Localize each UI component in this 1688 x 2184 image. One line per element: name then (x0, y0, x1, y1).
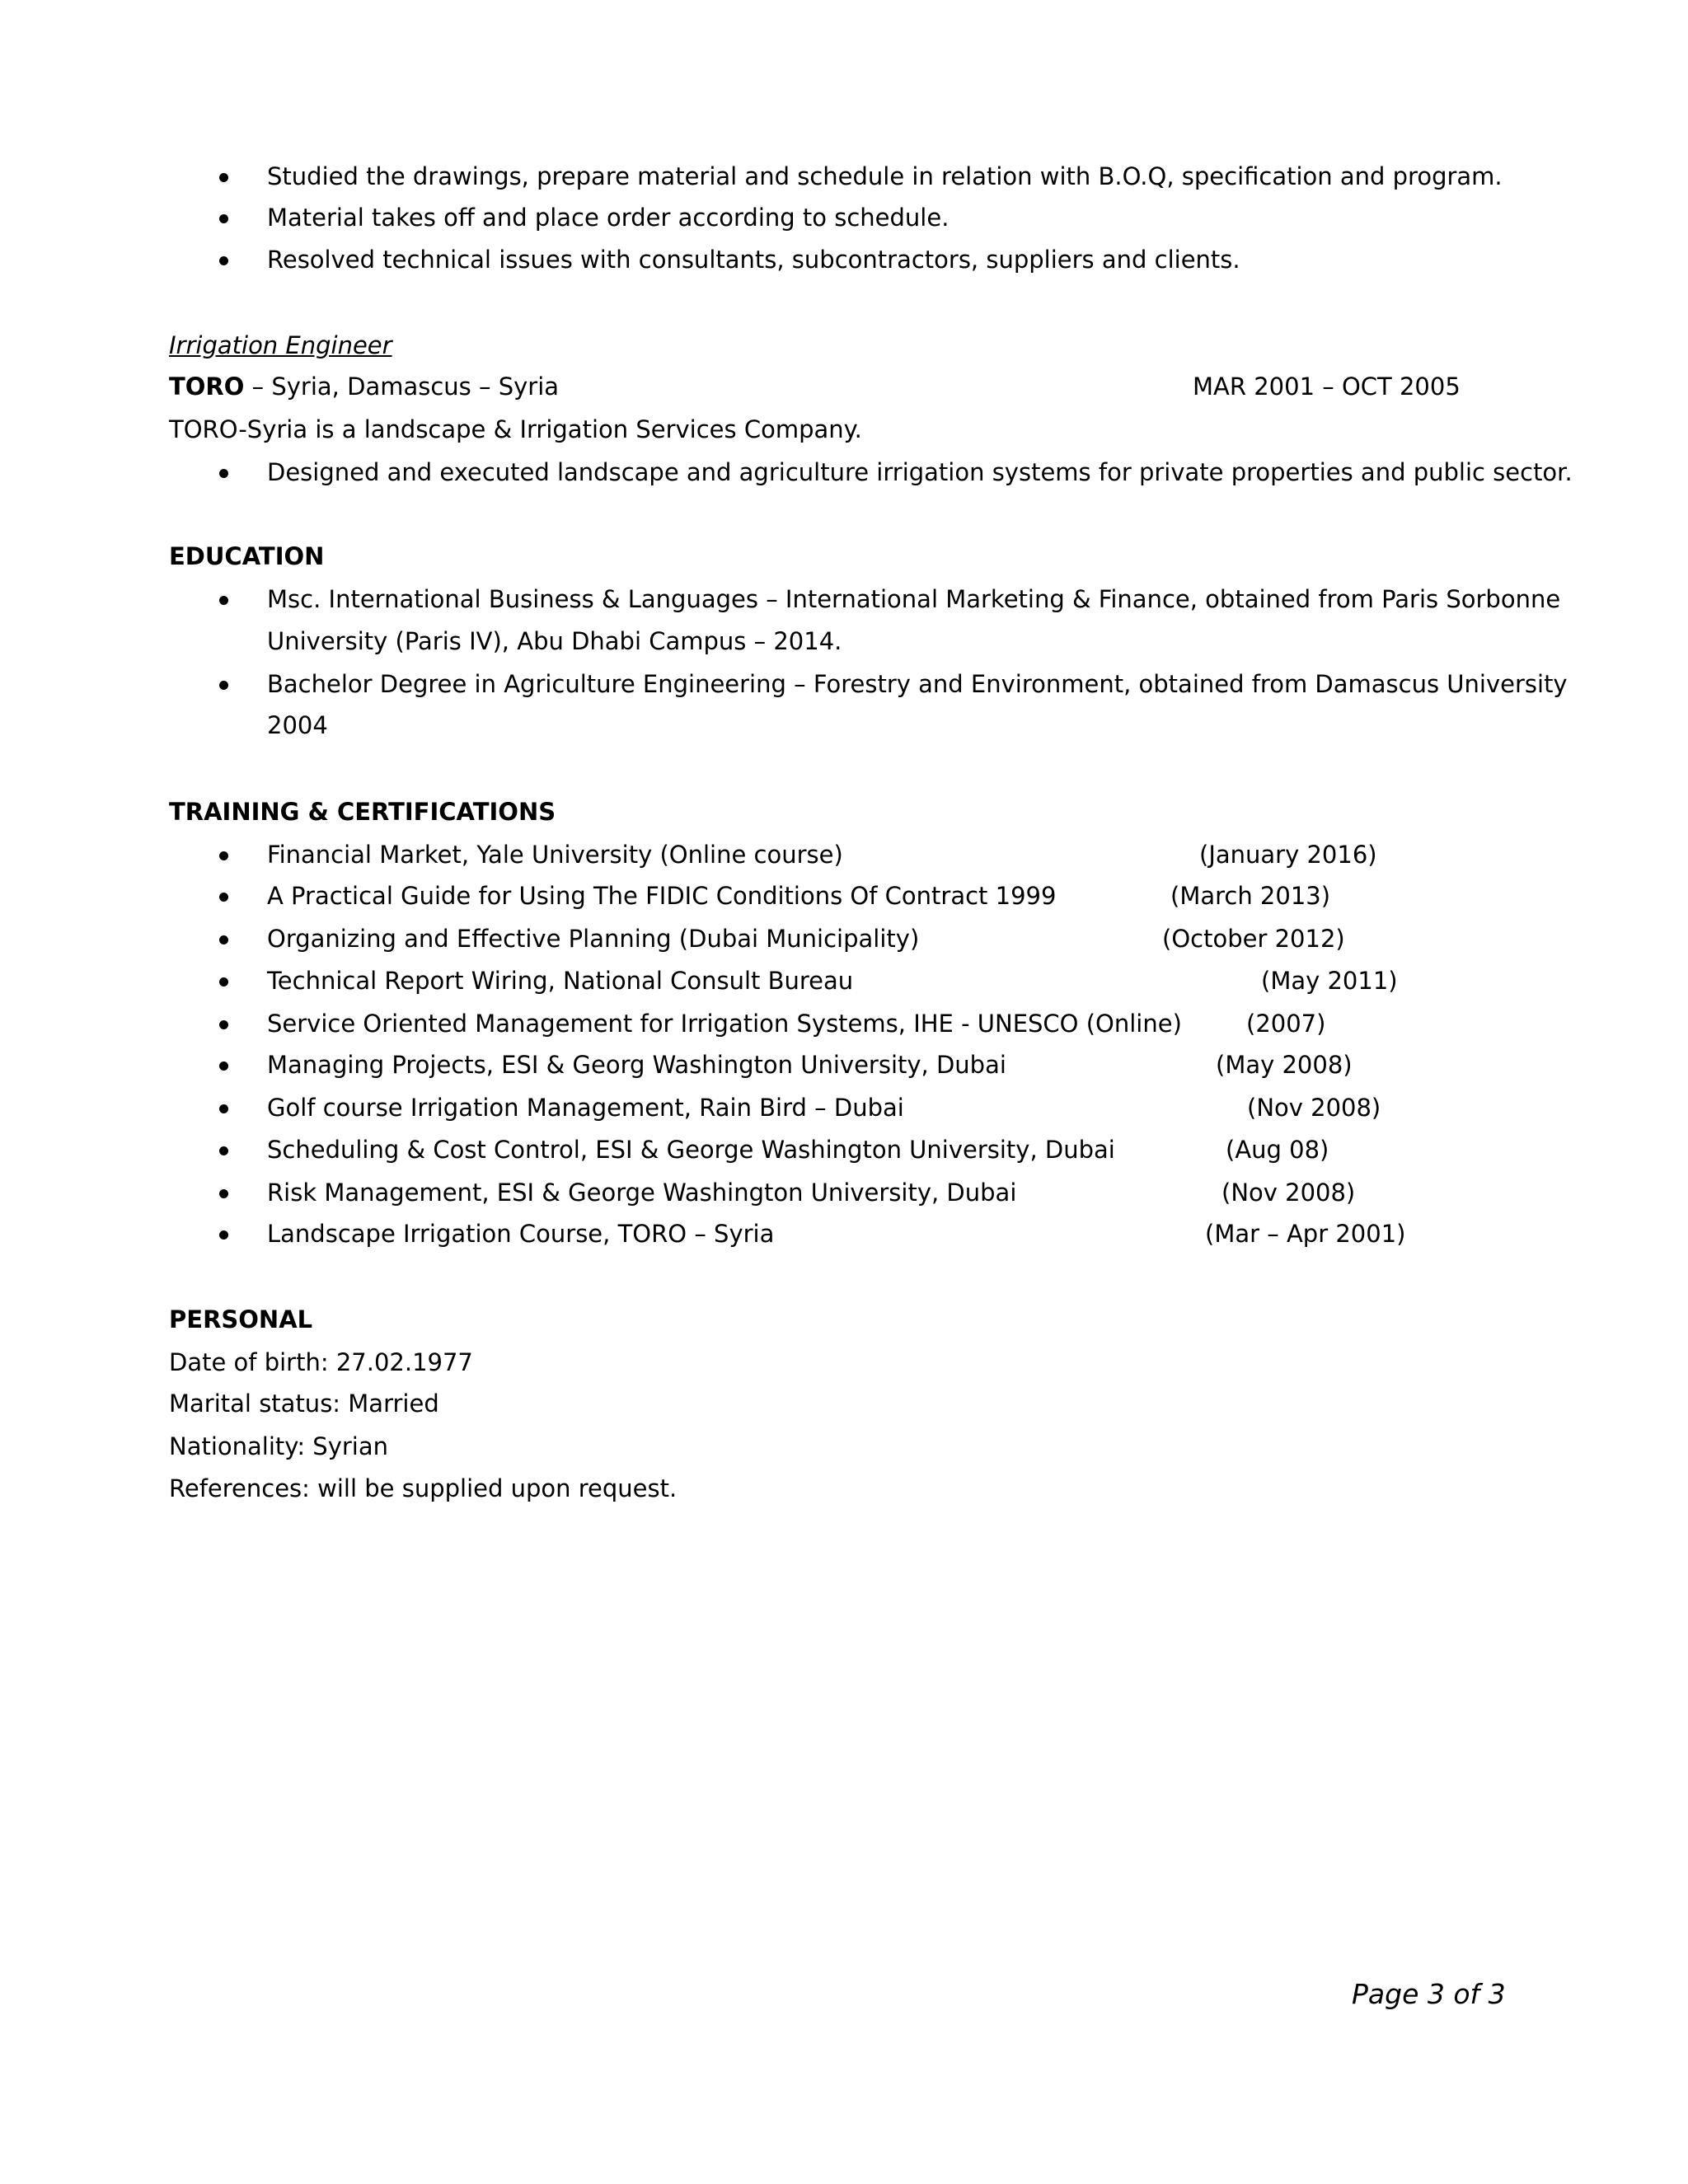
training-date: (Mar – Apr 2001) (1205, 1220, 1406, 1248)
training-date: (May 2008) (1216, 1051, 1353, 1079)
company-location: – Syria, Damascus – Syria (244, 373, 560, 401)
bullet-icon (219, 893, 228, 902)
bullet-icon (219, 469, 228, 478)
bullet-text: Resolved technical issues with consultants, subcontractors, suppliers and clients. (267, 246, 1240, 274)
training-name: Organizing and Effective Planning (Dubai Municipality) (267, 925, 920, 953)
list-item (0, 670, 1688, 703)
bullet-icon (219, 851, 228, 860)
personal-marital-status: Marital status: Married (169, 1390, 439, 1418)
list-item (0, 967, 1688, 1000)
list-item (0, 925, 1688, 958)
list-item (0, 1179, 1688, 1212)
training-name: Golf course Irrigation Management, Rain Bird – Dubai (267, 1094, 904, 1122)
bullet-text-continuation: University (Paris IV), Abu Dhabi Campus – 2014. (267, 627, 842, 655)
bullet-text: Material takes off and place order according to schedule. (267, 204, 950, 232)
page-number: Page 3 of 3 (1352, 1978, 1506, 2010)
list-item (0, 882, 1688, 915)
bullet-icon (219, 173, 228, 182)
list-item (0, 1051, 1688, 1084)
bullet-icon (219, 1189, 228, 1198)
training-date: (October 2012) (1162, 925, 1345, 953)
job-dates: MAR 2001 – OCT 2005 (1193, 373, 1461, 401)
list-item (0, 585, 1688, 618)
list-item (0, 162, 1688, 195)
training-date: (January 2016) (1199, 841, 1377, 869)
personal-references: References: will be supplied upon request. (169, 1474, 678, 1502)
company-name: TORO (169, 373, 245, 401)
list-item (0, 1136, 1688, 1169)
training-name: Managing Projects, ESI & Georg Washington University, Dubai (267, 1051, 1006, 1079)
bullet-icon (219, 1146, 228, 1155)
training-name: Landscape Irrigation Course, TORO – Syria (267, 1220, 775, 1248)
list-item (0, 246, 1688, 279)
bullet-icon (219, 935, 228, 944)
training-name: Scheduling & Cost Control, ESI & George Washington University, Dubai (267, 1136, 1115, 1164)
job-description: TORO-Syria is a landscape & Irrigation Services Company. (169, 415, 862, 443)
bullet-text: Studied the drawings, prepare material and schedule in relation with B.O.Q, specification and program. (267, 162, 1503, 190)
bullet-icon (219, 977, 228, 987)
job-title: Irrigation Engineer (169, 331, 392, 359)
section-heading-training: TRAINING & CERTIFICATIONS (169, 798, 556, 826)
bullet-text: Designed and executed landscape and agriculture irrigation systems for private properties and public sector. (267, 458, 1573, 486)
training-name: Service Oriented Management for Irrigation Systems, IHE - UNESCO (Online) (267, 1010, 1182, 1038)
bullet-icon (219, 1104, 228, 1113)
training-date: (Nov 2008) (1247, 1094, 1381, 1122)
job-employer-line (169, 373, 559, 401)
bullet-text: Msc. International Business & Languages – International Marketing & Finance, obtained from Paris Sorbonne (267, 585, 1561, 613)
bullet-icon (219, 596, 228, 605)
bullet-text-continuation: 2004 (267, 711, 328, 739)
bullet-icon (219, 1020, 228, 1029)
training-name: A Practical Guide for Using The FIDIC Conditions Of Contract 1999 (267, 882, 1057, 910)
section-heading-education: EDUCATION (169, 542, 325, 570)
list-item (0, 458, 1688, 491)
bullet-icon (219, 1230, 228, 1240)
bullet-icon (219, 256, 228, 265)
personal-date-of-birth: Date of birth: 27.02.1977 (169, 1348, 473, 1376)
personal-nationality: Nationality: Syrian (169, 1432, 389, 1460)
list-item (0, 1010, 1688, 1043)
training-name: Financial Market, Yale University (Online course) (267, 841, 843, 869)
section-heading-personal: PERSONAL (169, 1305, 313, 1333)
bullet-icon (219, 681, 228, 690)
training-name: Technical Report Wiring, National Consult Bureau (267, 967, 854, 995)
training-date: (Aug 08) (1226, 1136, 1329, 1164)
list-item (0, 1094, 1688, 1127)
training-date: (March 2013) (1170, 882, 1331, 910)
bullet-text: Bachelor Degree in Agriculture Engineering – Forestry and Environment, obtained from Damascus University (267, 670, 1568, 698)
bullet-icon (219, 214, 228, 223)
list-item (0, 841, 1688, 874)
list-item (0, 1220, 1688, 1253)
training-name: Risk Management, ESI & George Washington University, Dubai (267, 1179, 1017, 1207)
training-date: (2007) (1246, 1010, 1326, 1038)
list-item (0, 204, 1688, 237)
training-date: (May 2011) (1261, 967, 1398, 995)
bullet-icon (219, 1062, 228, 1071)
training-date: (Nov 2008) (1221, 1179, 1356, 1207)
